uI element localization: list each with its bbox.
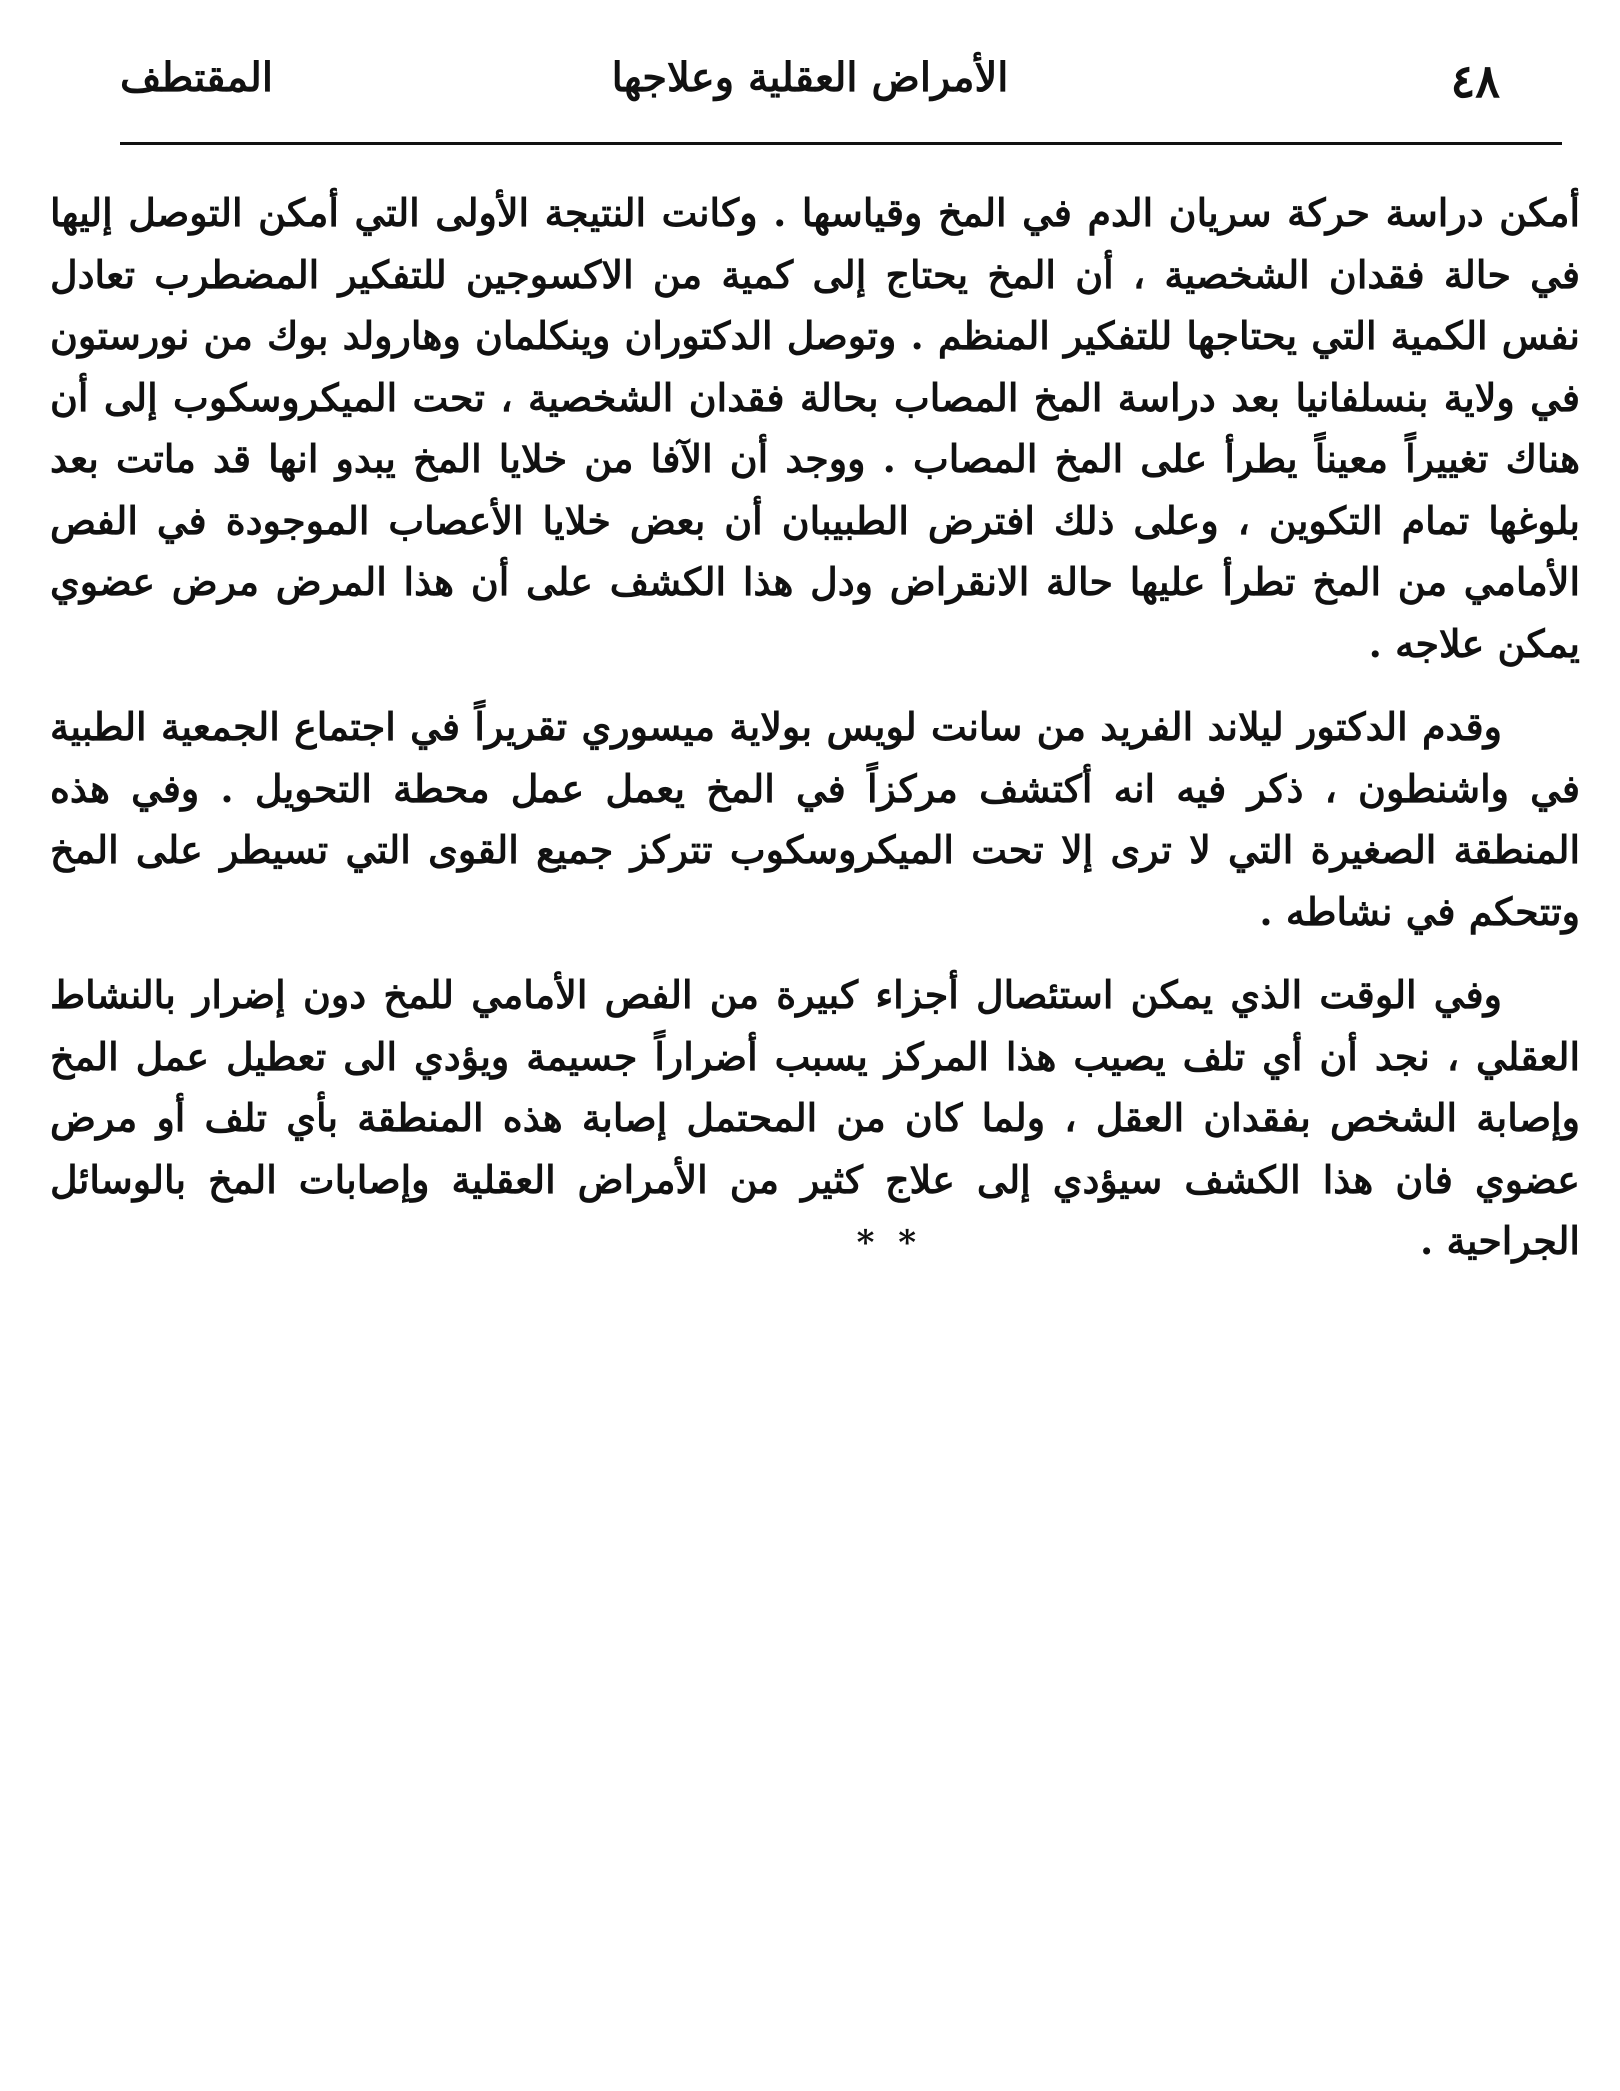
article-body [50, 182, 1580, 1275]
page-number: ٤٨ [1450, 54, 1500, 108]
end-of-article-mark: * * [856, 1223, 923, 1263]
paragraph-3-text: وفي الوقت الذي يمكن استئصال أجزاء كبيرة من الفص الأمامي للمخ دون إضرار بالنشاط العقلي ، نجد أن أي تلف يصيب هذا المركز يسبب أضراراً جسيمة ويؤدي الى تعطيل عمل المخ وإصابة الشخص بفقدان العقل ، ولما كان من المحتمل إصابة هذه المنطقة بأي تلف أو مرض عضوي فان هذا الكشف سيؤدي إلى علاج كثير من الأمراض العقلية وإصابات المخ بالوسائل الجراحية . [50, 972, 1580, 1263]
paragraph-3 [50, 964, 1580, 1275]
paragraph-1: أمكن دراسة حركة سريان الدم في المخ وقياسها . وكانت النتيجة الأولى التي أمكن التوصل إليها في حالة فقدان الشخصية ، أن المخ يحتاج إلى كمية من الاكسوجين للتفكير المضطرب تعادل نفس الكمية التي يحتاجها للتفكير المنظم . وتوصل الدكتوران وينكلمان وهارولد بوك من نورستون في ولاية بنسلفانيا بعد دراسة المخ المصاب بحالة فقدان الشخصية ، تحت الميكروسكوب إلى أن هناك تغييراً معيناً يطرأ على المخ المصاب . ووجد أن الآفا من خلايا المخ يبدو انها قد ماتت بعد بلوغها تمام التكوين ، وعلى ذلك افترض الطبيبان أن بعض خلايا الأعصاب الموجودة في الفص الأمامي من المخ تطرأ عليها حالة الانقراض ودل هذا الكشف على أن هذا المرض مرض عضوي يمكن علاجه . [50, 190, 1581, 666]
header-divider [120, 142, 1562, 145]
running-title: الأمراض العقلية وعلاجها [611, 54, 1009, 101]
page-header [120, 48, 1500, 128]
paragraph-2: وقدم الدكتور ليلاند الفريد من سانت لويس بولاية ميسوري تقريراً في اجتماع الجمعية الطبية في واشنطون ، ذكر فيه انه أكتشف مركزاً في المخ يعمل عمل محطة التحويل . وفي هذه المنطقة الصغيرة التي لا ترى إلا تحت الميكروسكوب تتركز جميع القوى التي تسيطر على المخ وتتحكم في نشاطه . [50, 704, 1580, 934]
journal-name: المقتطف [120, 54, 273, 101]
